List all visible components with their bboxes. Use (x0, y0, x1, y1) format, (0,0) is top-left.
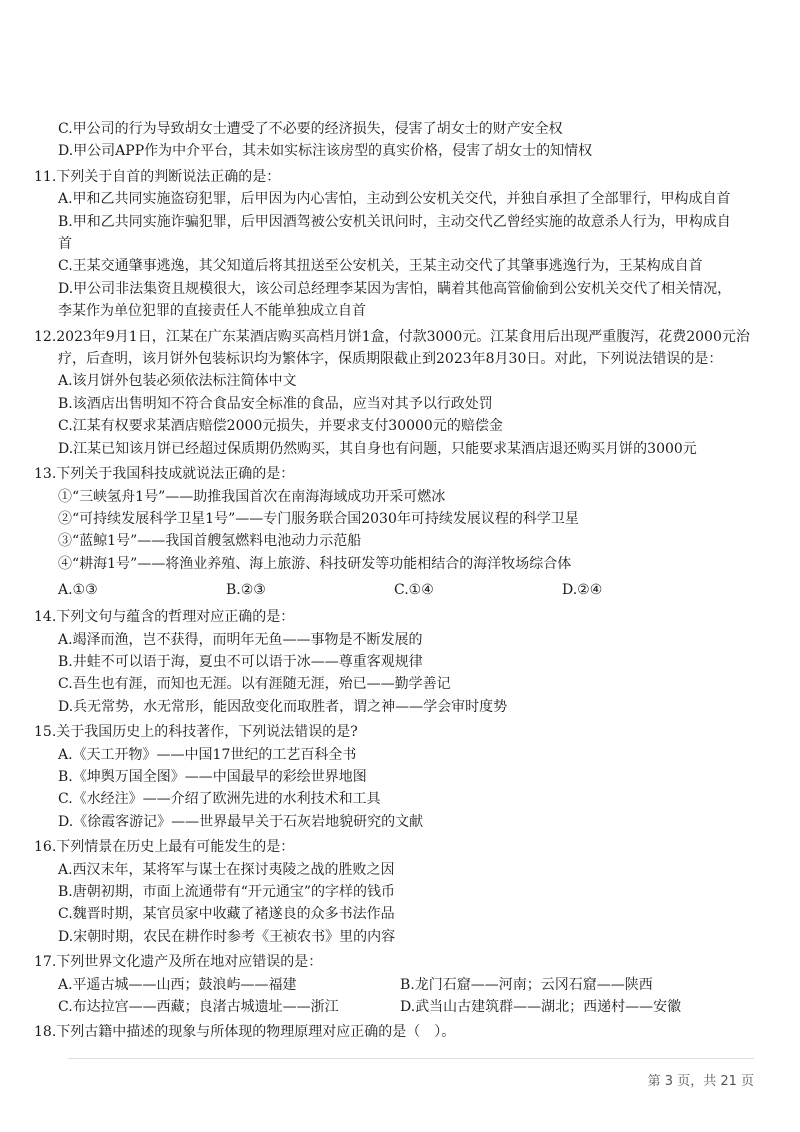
option-row-2 (30, 996, 764, 1018)
option-b: B.井蛙不可以语于海，夏虫不可以语于冰——尊重客观规律 (58, 653, 423, 670)
option-c: C.甲公司的行为导致胡女士遭受了不必要的经济损失，侵害了胡女士的财产安全权 (58, 121, 563, 137)
choice-d: D.②④ (562, 582, 603, 599)
option-b-continued: 首 (58, 236, 72, 253)
choice-c: C.①④ (394, 582, 434, 599)
option-d: D.兵无常势，水无常形，能因敌变化而取胜者，谓之神——学会审时度势 (58, 698, 508, 715)
statement-1: ①“三峡氢舟1号”——助推我国首次在南海海域成功开采可燃冰 (58, 488, 446, 505)
option-d: D.甲公司APP作为中介平台，其未如实标注该房型的真实价格，侵害了胡女士的知情权 (58, 143, 593, 160)
option-d-continued: 李某作为单位犯罪的直接责任人不能单独成立自首 (58, 303, 366, 320)
option-c: C.吾生也有涯，而知也无涯。以有涯随无涯，殆已——勤学善记 (58, 676, 451, 693)
question-stem: 17.下列世界文化遗产及所在地对应错误的是： (34, 954, 323, 971)
option-b: B.甲和乙共同实施诈骗犯罪，后甲因酒驾被公安机关讯问时，主动交代乙曾经实施的故意杀人行为，甲构成自 (58, 213, 731, 230)
question-stem: 15.关于我国历史上的科技著作，下列说法错误的是? (34, 724, 358, 741)
question-stem: 16.下列情景在历史上最有可能发生的是： (34, 839, 295, 856)
choice-b: B.②③ (226, 582, 266, 599)
question-stem: 14.下列文句与蕴含的哲理对应正确的是： (34, 609, 295, 626)
option-b: B.唐朝初期，市面上流通带有“开元通宝”的字样的钱币 (58, 884, 396, 900)
option-c: C.江某有权要求某酒店赔偿2000元损失，并要求支付30000元的赔偿金 (58, 418, 503, 435)
option-b: B.该酒店出售明知不符合食品安全标准的食品，应当对其予以行政处罚 (58, 395, 493, 412)
page-number: 第 3 页，共 21 页 (647, 1074, 754, 1089)
choice-row (30, 577, 764, 603)
question-12 (30, 326, 764, 460)
option-b: B.《坤舆万国全图》——中国最早的彩绘世界地图 (58, 768, 367, 785)
option-d: D.甲公司非法集资且规模很大，该公司总经理李某因为害怕，瞒着其他高管偷偷到公安机关交代了相关情况， (58, 280, 732, 297)
question-13 (30, 463, 764, 603)
question-16 (30, 836, 764, 948)
question-14 (30, 606, 764, 718)
option-c: C.《水经注》——介绍了欧洲先进的水利技术和工具 (58, 791, 381, 808)
choice-a: A.①③ (58, 582, 98, 599)
option-a: A.该月饼外包装必须依法标注简体中文 (58, 373, 297, 390)
exam-page-content (30, 118, 764, 1044)
option-c: C.王某交通肇事逃逸，其父知道后将其扭送至公安机关，王某主动交代了其肇事逃逸行为，王某构成自首 (58, 258, 703, 275)
question-stem: 11.下列关于自首的判断说法正确的是： (34, 168, 281, 185)
statement-3: ③“蓝鲸1号”——我国首艘氢燃料电池动力示范船 (58, 533, 362, 550)
question-11 (30, 166, 764, 323)
option-d: D.江某已知该月饼已经超过保质期仍然购买，其自身也有问题，只能要求某酒店退还购买月饼的3000元 (58, 440, 697, 457)
question-stem: 13.下列关于我国科技成就说法正确的是： (34, 466, 295, 483)
option-a: A.西汉末年，某将军与谋士在探讨夷陵之战的胜败之因 (58, 861, 395, 878)
question-17 (30, 951, 764, 1018)
option-a: A.平遥古城——山西；鼓浪屿——福建 (58, 976, 297, 993)
option-row-1 (30, 974, 764, 996)
option-a: A.《天工开物》——中国17世纪的工艺百科全书 (58, 746, 357, 763)
option-d: D.《徐霞客游记》——世界最早关于石灰岩地貌研究的文献 (58, 813, 424, 830)
statement-4: ④“耕海1号”——将渔业养殖、海上旅游、科技研发等功能相结合的海洋牧场综合体 (58, 555, 572, 572)
option-d: D.武当山古建筑群——湖北；西递村——安徽 (400, 999, 682, 1016)
option-b: B.龙门石窟——河南；云冈石窟——陕西 (400, 976, 653, 993)
option-a: A.甲和乙共同实施盗窃犯罪，后甲因为内心害怕，主动到公安机关交代，并独自承担了全部罪行，甲构成自首 (58, 191, 731, 208)
question-10-tail (30, 118, 764, 163)
question-stem: 18.下列古籍中描述的现象与所体现的物理原理对应正确的是（ ）。 (34, 1024, 456, 1041)
question-stem-continued: 疗，后查明，该月饼外包装标识均为繁体字，保质期限截止到2023年8月30日。对此，下列说法错误的是： (58, 351, 723, 368)
option-c: C.魏晋时期，某官员家中收藏了褚遂良的众多书法作品 (58, 906, 395, 923)
question-stem: 12.2023年9月1日，江某在广东某酒店购买高档月饼1盒，付款3000元。江某食用后出现严重腹泻，花费2000元治 (34, 328, 750, 345)
statement-2: ②“可持续发展科学卫星1号”——专门服务联合国2030年可持续发展议程的科学卫星 (58, 510, 579, 527)
option-a: A.竭泽而渔，岂不获得，而明年无鱼——事物是不断发展的 (58, 631, 423, 648)
option-c: C.布达拉宫——西藏；良渚古城遗址——浙江 (58, 999, 339, 1016)
footer-divider (68, 1058, 754, 1059)
question-15 (30, 721, 764, 833)
option-d: D.宋朝时期，农民在耕作时参考《王祯农书》里的内容 (58, 928, 396, 945)
question-18 (30, 1021, 764, 1043)
